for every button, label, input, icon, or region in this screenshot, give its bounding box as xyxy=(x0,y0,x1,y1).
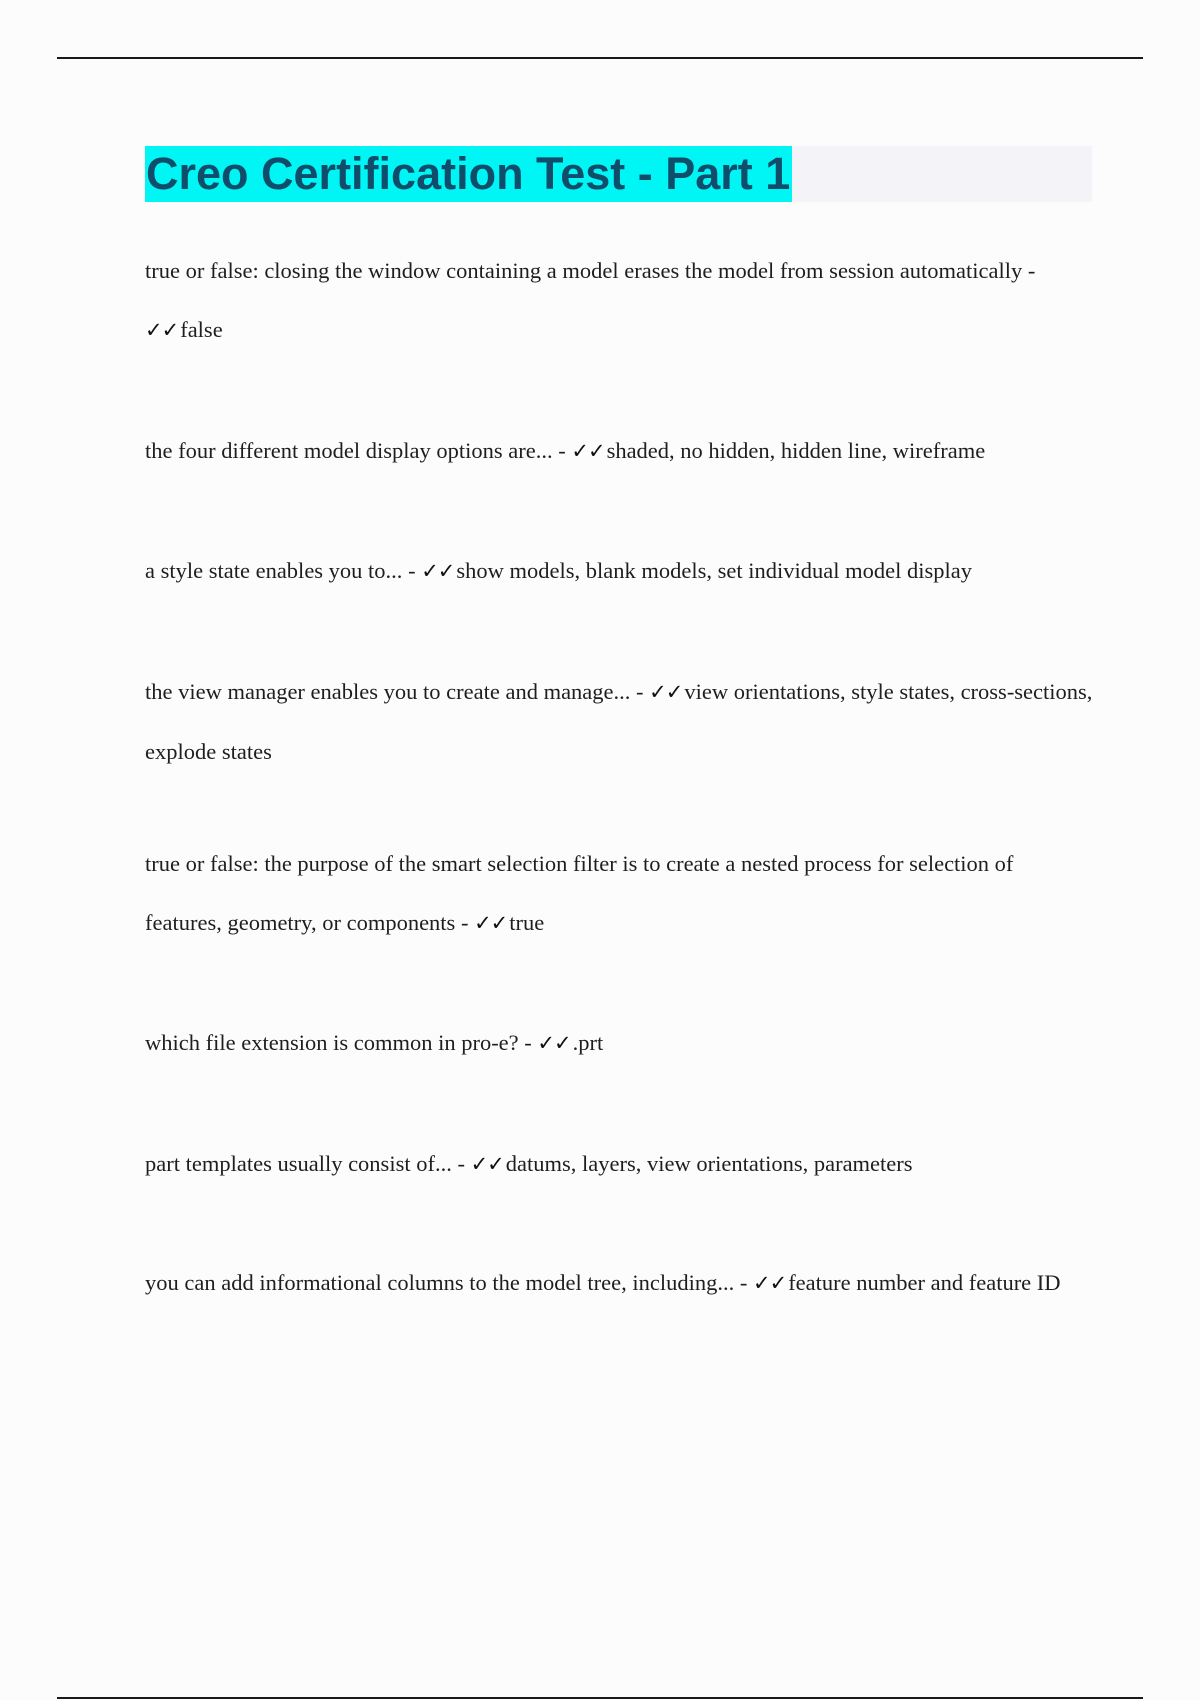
double-check-icon: ✓✓ xyxy=(649,680,683,704)
page-title: Creo Certification Test - Part 1 xyxy=(145,146,792,202)
qa-item-8 xyxy=(145,1253,1095,1313)
separator: - xyxy=(402,558,422,583)
qa-item-6 xyxy=(145,1013,1095,1073)
qa-item-4 xyxy=(145,662,1095,781)
answer-text: view orientations, style states, cross-sections, explode states xyxy=(145,679,1093,764)
question-text: the four different model display options are... xyxy=(145,438,553,463)
separator: - xyxy=(451,1151,471,1176)
question-text: which file extension is common in pro-e? xyxy=(145,1030,519,1055)
question-text: true or false: the purpose of the smart selection filter is to create a nested process for selection of features, geometry, or components xyxy=(145,851,1014,935)
question-text: true or false: closing the window containing a model erases the model from session automatically xyxy=(145,258,1023,283)
answer-text: shaded, no hidden, hidden line, wireframe xyxy=(606,438,986,463)
separator: - xyxy=(734,1270,753,1295)
separator: - xyxy=(630,679,650,704)
question-text: a style state enables you to... xyxy=(145,558,403,583)
answer-text: true xyxy=(509,910,545,935)
answer-text: show models, blank models, set individual model display xyxy=(456,558,972,583)
answer-text: false xyxy=(180,317,223,342)
double-check-icon: ✓✓ xyxy=(537,1031,571,1055)
top-rule xyxy=(57,57,1143,59)
answer-text: .prt xyxy=(572,1030,604,1055)
double-check-icon: ✓✓ xyxy=(752,1271,787,1295)
qa-item-2 xyxy=(145,421,1095,481)
double-check-icon: ✓✓ xyxy=(470,1152,504,1176)
question-text: the view manager enables you to create and manage... xyxy=(145,679,631,704)
question-text: you can add informational columns to the model tree, including... xyxy=(145,1270,735,1295)
double-check-icon: ✓✓ xyxy=(571,439,605,463)
qa-item-7 xyxy=(145,1134,1095,1194)
question-text: part templates usually consist of... xyxy=(145,1151,452,1176)
qa-item-1 xyxy=(145,241,1095,360)
qa-item-5 xyxy=(145,834,1095,953)
bottom-rule xyxy=(57,1697,1143,1699)
double-check-icon: ✓✓ xyxy=(421,559,455,583)
separator: - xyxy=(518,1030,538,1055)
double-check-icon: ✓✓ xyxy=(145,318,179,342)
answer-text: datums, layers, view orientations, parameters xyxy=(505,1151,913,1176)
double-check-icon: ✓✓ xyxy=(474,911,508,935)
answer-text: feature number and feature ID xyxy=(788,1270,1061,1295)
separator: - xyxy=(552,438,572,463)
qa-item-3 xyxy=(145,541,1095,601)
separator: - xyxy=(1022,258,1036,283)
separator: - xyxy=(455,910,475,935)
